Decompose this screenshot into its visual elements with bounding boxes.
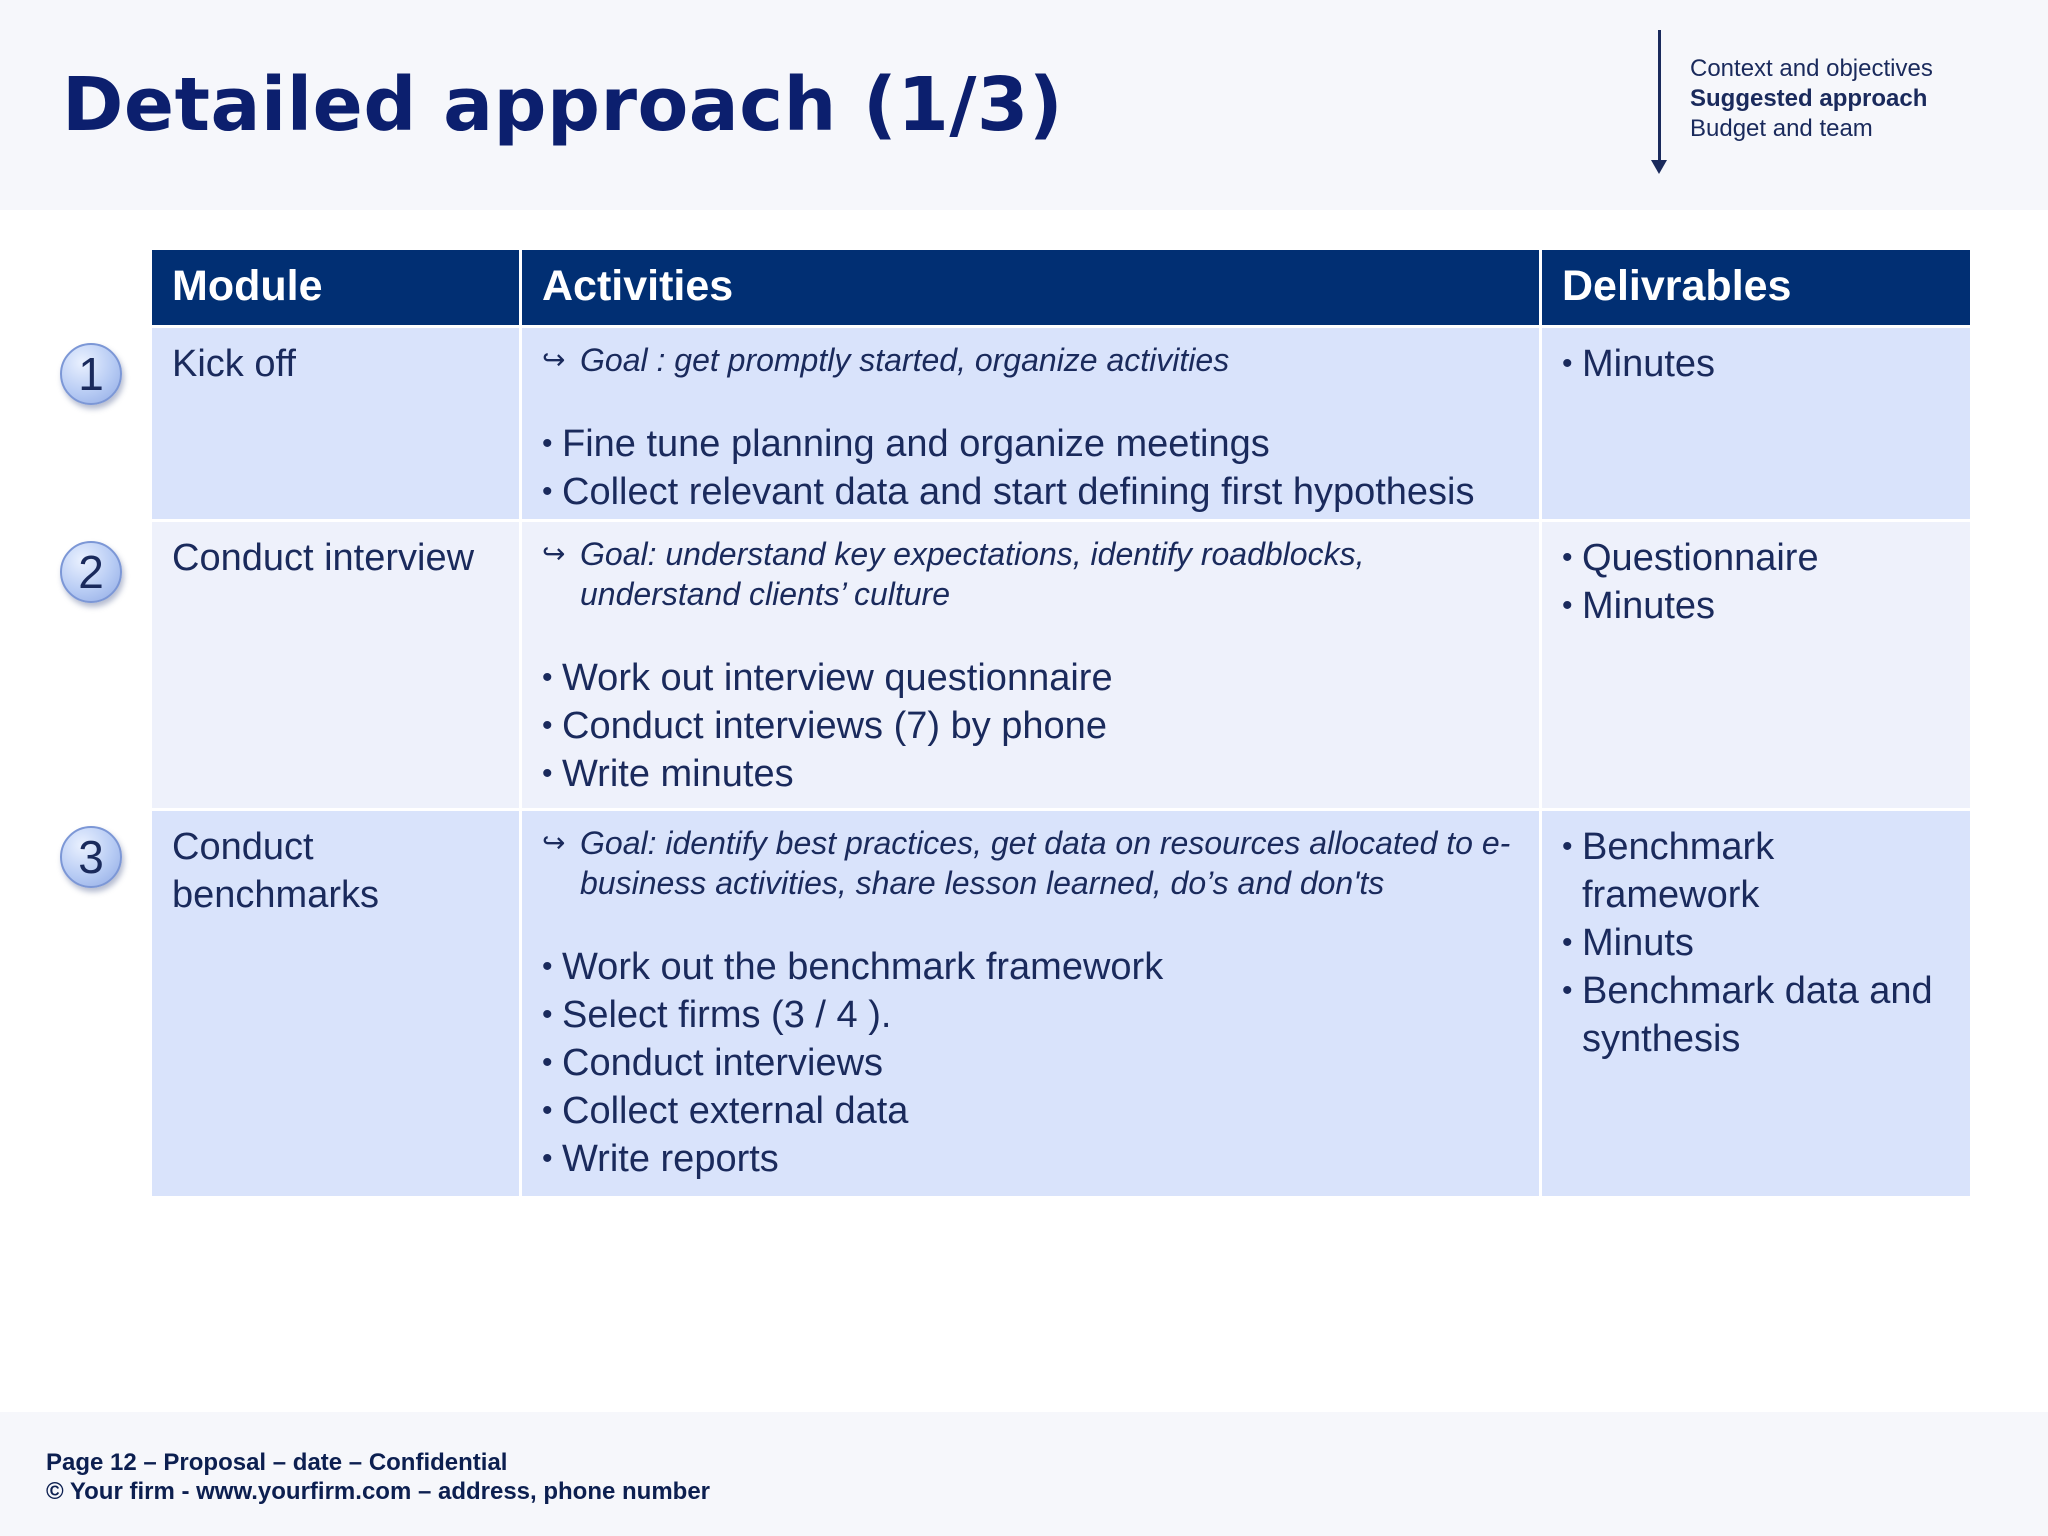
bullet-icon: • [542, 998, 553, 1031]
bullet-icon: • [542, 757, 553, 790]
list-item: • Write minutes [542, 750, 1539, 798]
module-name: Conduct benchmarks [172, 826, 379, 916]
header-deliverables: Delivrables [1542, 250, 1970, 325]
down-arrow-icon [1651, 160, 1667, 174]
list-item: • Write reports [542, 1135, 1539, 1183]
footer-firm-info: © Your firm - www.yourfirm.com – address, phone number [46, 1478, 711, 1505]
module-number-badge: 1 [60, 343, 122, 405]
goal-text: Goal: understand key expectations, identify roadblocks, understand clients’ culture [580, 536, 1365, 612]
list-item: • Work out interview questionnaire [542, 654, 1539, 702]
activities-cell [522, 811, 1539, 1196]
list-item: • Minutes [1562, 582, 1970, 630]
list-item: • Benchmark framework [1562, 823, 1950, 919]
list-item: • Collect relevant data and start defining first hypothesis [542, 468, 1539, 516]
deliverables-cell [1542, 811, 1970, 1196]
module-cell [152, 328, 519, 519]
nav-item-context: Context and objectives [1690, 55, 1933, 82]
nav-item-suggested-approach: Suggested approach [1690, 85, 1928, 112]
footer-page-info: Page 12 – Proposal – date – Confidential [46, 1449, 508, 1476]
module-cell [152, 522, 519, 808]
module-number-badge: 3 [60, 826, 122, 888]
goal-arrow-icon: ↪ [542, 538, 566, 569]
nav-progress-line [1658, 30, 1661, 166]
list-item: • Select firms (3 / 4 ). [542, 991, 1539, 1039]
page-title: Detailed approach (1/3) [62, 62, 1064, 148]
goal-line [542, 823, 1539, 903]
goal-line [542, 340, 1539, 380]
goal-text: Goal: identify best practices, get data on resources allocated to e-business activities, share lesson learned, do’s and don'ts [580, 825, 1511, 901]
module-name: Kick off [172, 343, 296, 385]
list-item: • Conduct interviews (7) by phone [542, 702, 1539, 750]
bullet-icon: • [542, 950, 553, 983]
module-name: Conduct interview [172, 537, 475, 579]
bullet-icon: • [542, 427, 553, 460]
goal-arrow-icon: ↪ [542, 344, 566, 375]
list-item: • Benchmark data and synthesis [1562, 967, 1950, 1063]
bullet-icon: • [1562, 347, 1573, 380]
list-item: • Minuts [1562, 919, 1950, 967]
bullet-icon: • [542, 1142, 553, 1175]
list-item: • Work out the benchmark framework [542, 943, 1539, 991]
goal-line [542, 534, 1539, 614]
list-item: • Collect external data [542, 1087, 1539, 1135]
activities-cell [522, 522, 1539, 808]
approach-table [152, 250, 1970, 1196]
module-number-badge: 2 [60, 541, 122, 603]
goal-text: Goal : get promptly started, organize activities [580, 342, 1230, 378]
footer [46, 1448, 710, 1506]
activity-list [542, 420, 1539, 516]
deliverables-cell [1542, 522, 1970, 808]
list-item: • Fine tune planning and organize meetings [542, 420, 1539, 468]
goal-arrow-icon: ↪ [542, 827, 566, 858]
bullet-icon: • [542, 1094, 553, 1127]
list-item: • Questionnaire [1562, 534, 1970, 582]
bullet-icon: • [542, 1046, 553, 1079]
activities-cell [522, 328, 1539, 519]
module-cell [152, 811, 519, 1196]
header-activities: Activities [522, 250, 1539, 325]
list-item: • Minutes [1562, 340, 1970, 388]
bullet-icon: • [542, 475, 553, 508]
deliverables-cell [1542, 328, 1970, 519]
bullet-icon: • [1562, 830, 1573, 863]
bullet-icon: • [542, 661, 553, 694]
activity-list [542, 943, 1539, 1183]
header-module: Module [152, 250, 519, 325]
section-nav [1690, 54, 1933, 144]
bullet-icon: • [1562, 589, 1573, 622]
nav-item-budget: Budget and team [1690, 115, 1873, 142]
bullet-icon: • [1562, 974, 1573, 1007]
activity-list [542, 654, 1539, 798]
bullet-icon: • [542, 709, 553, 742]
bullet-icon: • [1562, 541, 1573, 574]
bullet-icon: • [1562, 926, 1573, 959]
list-item: • Conduct interviews [542, 1039, 1539, 1087]
